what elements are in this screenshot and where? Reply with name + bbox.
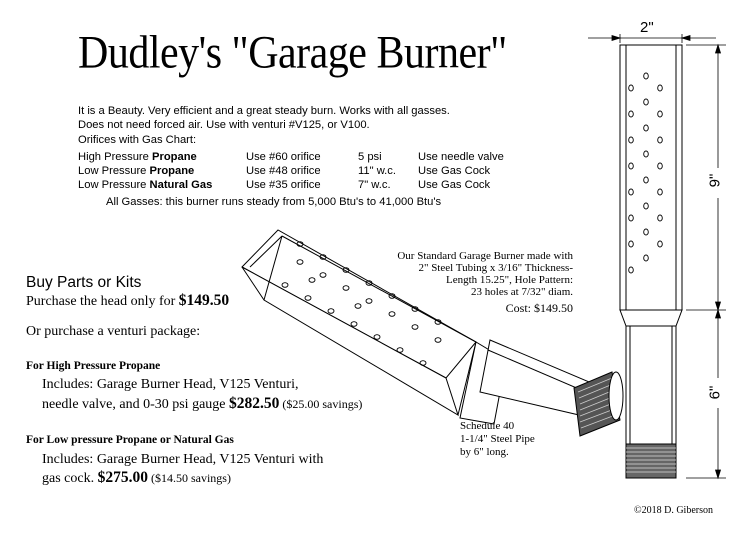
note-line: 23 holes at 7/32" diam. (471, 286, 573, 298)
low-pressure-heading: For Low pressure Propane or Natural Gas (26, 434, 234, 446)
high-pressure-savings: ($25.00 savings) (279, 397, 363, 411)
low-pressure-includes-1: Includes: Garage Burner Head, V125 Venturi with (42, 452, 324, 467)
all-gasses-note: All Gasses: this burner runs steady from 5,000 Btu's to 41,000 Btu's (106, 196, 442, 208)
low-pressure-savings: ($14.50 savings) (147, 471, 231, 485)
dimension-width: 2" (640, 19, 654, 36)
head-only-text: Purchase the head only for (26, 294, 179, 309)
page-title: Dudley's "Garage Burner" (78, 27, 507, 79)
control: Use Gas Cock (418, 165, 491, 177)
pressure-type: High Pressure (78, 151, 152, 163)
buy-heading: Buy Parts or Kits (26, 274, 142, 291)
pipe-threads-front (626, 448, 676, 472)
includes-text: needle valve, and 0-30 psi gauge (42, 397, 229, 412)
head-only-offer (26, 292, 229, 310)
low-pressure-price: $275.00 (97, 469, 148, 486)
standard-burner-note (397, 250, 573, 314)
orifice: Use #60 orifice (246, 151, 321, 163)
note-line: Length 15.25", Hole Pattern: (446, 274, 573, 286)
pressure: 7" w.c. (358, 179, 391, 191)
gas-name: Natural Gas (149, 179, 213, 191)
pressure-type: Low Pressure (78, 165, 150, 177)
high-pressure-includes-2 (42, 395, 362, 413)
note-cost: Cost: $149.50 (505, 301, 573, 315)
high-pressure-includes-1: Includes: Garage Burner Head, V125 Venturi, (42, 377, 299, 392)
note-line: 2" Steel Tubing x 3/16" Thickness- (418, 262, 573, 274)
high-pressure-price: $282.50 (229, 395, 280, 412)
head-only-price: $149.50 (178, 292, 230, 309)
copyright: ©2018 D. Giberson (634, 505, 713, 516)
pressure: 11" w.c. (358, 165, 396, 177)
venturi-package-text: Or purchase a venturi package: (26, 324, 201, 339)
includes-text: gas cock. (42, 471, 98, 486)
note-line: by 6" long. (460, 446, 509, 458)
low-pressure-includes-2 (42, 469, 231, 487)
note-line: Schedule 40 (460, 420, 515, 432)
description-line-2: Does not need forced air. Use with venturi #V125, or V100. (78, 119, 370, 131)
control: Use needle valve (418, 151, 504, 163)
pressure: 5 psi (358, 151, 382, 163)
note-line: 1-1/4" Steel Pipe (460, 433, 535, 445)
dimension-pipe-length: 6" (706, 385, 724, 400)
pressure-type: Low Pressure (78, 179, 150, 191)
note-line: Our Standard Garage Burner made with (397, 250, 573, 262)
pipe-note (460, 420, 535, 459)
dimension-head-length: 9" (706, 173, 724, 188)
control: Use Gas Cock (418, 179, 491, 191)
orifice: Use #48 orifice (246, 165, 321, 177)
high-pressure-heading: For High Pressure Propane (26, 360, 161, 372)
gas-name: Propane (149, 165, 195, 177)
gas-name: Propane (152, 151, 197, 163)
gas-chart-heading: Orifices with Gas Chart: (78, 134, 197, 146)
burner-front-view (620, 45, 682, 478)
description-line-1: It is a Beauty. Very efficient and a great steady burn. Works with all gasses. (78, 105, 450, 117)
orifice: Use #35 orifice (246, 179, 321, 191)
